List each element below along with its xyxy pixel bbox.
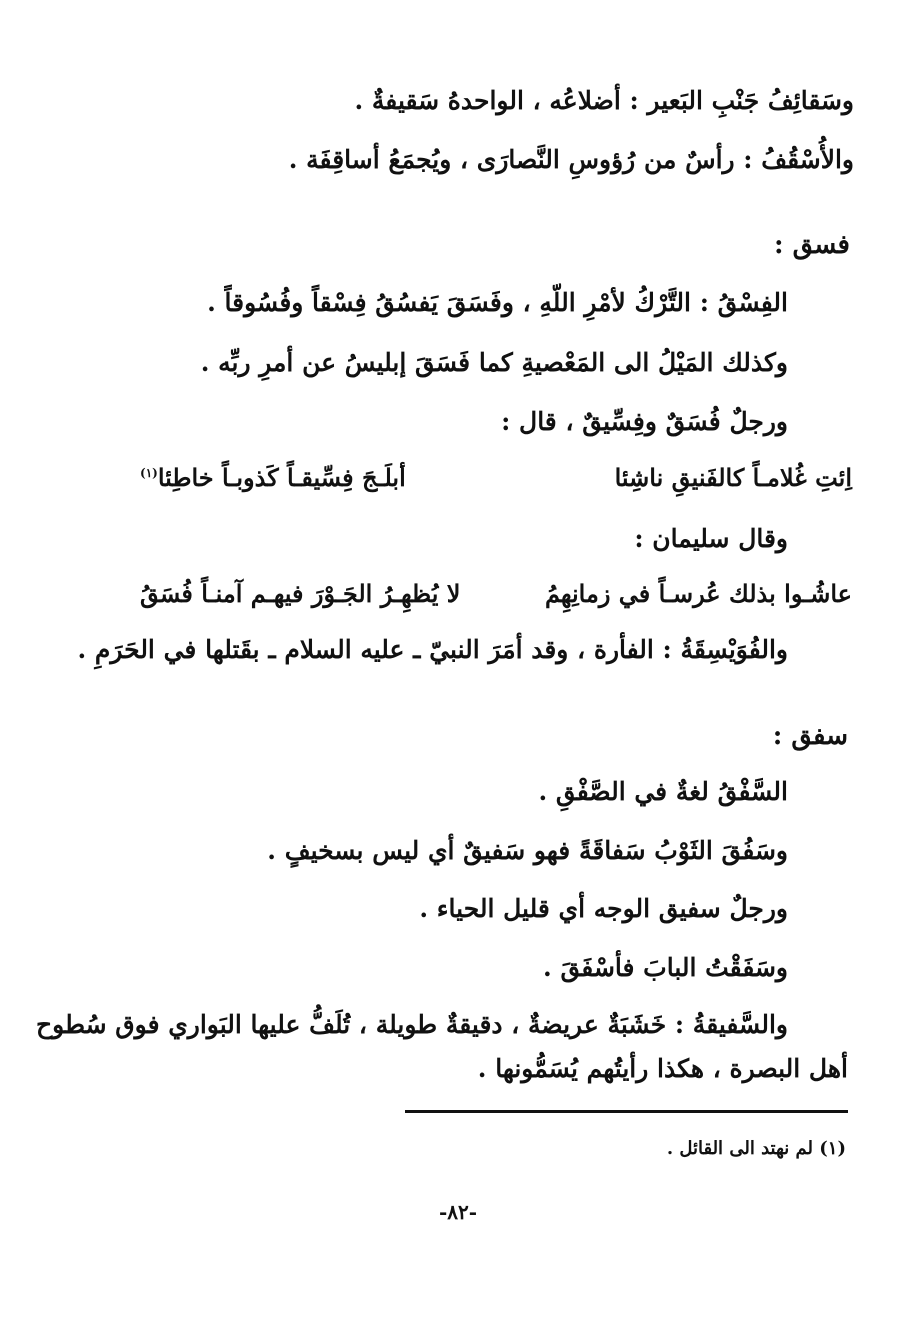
text-line-9: وسَفُقَ الثَوْبُ سَفاقَةً فهو سَفيقٌ أي ليس بسخيفٍ . — [267, 836, 788, 865]
text-line-6: وقال سليمان : — [634, 524, 788, 553]
text-line-10: ورجلٌ سفيق الوجه أي قليل الحياء . — [419, 894, 788, 923]
text-line-1: وسَقائِفُ جَنْبِ البَعير : أضلاعُه ، الواحدهُ سَقيفةٌ . — [354, 86, 854, 115]
footnote: (١) لم نهتد الى القائل . — [666, 1138, 846, 1159]
text-line-3: الفِسْقُ : التَّرْكُ لأمْرِ اللّهِ ، وفَسَقَ يَفسُقُ فِسْقاً وفُسُوقاً . — [207, 288, 788, 317]
poetry-verse-2 — [140, 576, 852, 612]
text-line-12: والسَّفيقةُ : خَشَبَةٌ عريضةٌ ، دقيقةٌ طويلة ، تُلَفُّ عليها البَواري فوق سُطوح — [36, 1010, 788, 1039]
entry-heading-safq: سفق : — [772, 721, 848, 751]
footnote-marker: (١) — [140, 466, 158, 480]
text-line-13: أهل البصرة ، هكذا رأيتُهم يُسَمُّونها . — [477, 1054, 848, 1083]
verse-1-second-hemistich — [140, 460, 406, 496]
entry-heading-fasq: فسق : — [774, 230, 850, 260]
text-line-4: وكذلك المَيْلُ الى المَعْصيةِ كما فَسَقَ إبليسُ عن أمرِ ربِّه . — [200, 348, 788, 377]
poetry-verse-1 — [140, 460, 852, 496]
text-line-8: السَّفْقُ لغةٌ في الصَّفْقِ . — [538, 777, 788, 806]
page-number: -٨٢- — [438, 1200, 478, 1224]
footnote-separator — [405, 1110, 848, 1113]
text-line-2: والأُسْقُفُ : رأسٌ من رُؤوسِ النَّصارَى ، ويُجمَعُ أساقِفَة . — [288, 145, 854, 174]
verse-1-second-text: أبلَـجَ فِسِّيقـاً كَذوبـاً خاطِئا — [157, 463, 406, 492]
verse-1-first-hemistich: اِئتِ غُلامـاً كالفَنيقِ ناشِئا — [614, 463, 852, 492]
text-line-7: والفُوَيْسِقَةُ : الفأرة ، وقد أمَرَ النبيّ ـ عليه السلام ـ بقَتلها في الحَرَمِ . — [77, 635, 788, 664]
verse-2-first-hemistich: عاشُـوا بذلك عُرسـاً في زمانِهِمُ — [544, 579, 852, 608]
text-line-5: ورجلٌ فُسَقٌ وفِسِّيقٌ ، قال : — [501, 407, 788, 436]
verse-2-second-hemistich: لا يُظهِـرُ الجَـوْرَ فيهـم آمنـاً فُسَقُ — [140, 579, 461, 608]
text-line-11: وسَفَقْتُ البابَ فأسْفَقَ . — [543, 953, 788, 982]
